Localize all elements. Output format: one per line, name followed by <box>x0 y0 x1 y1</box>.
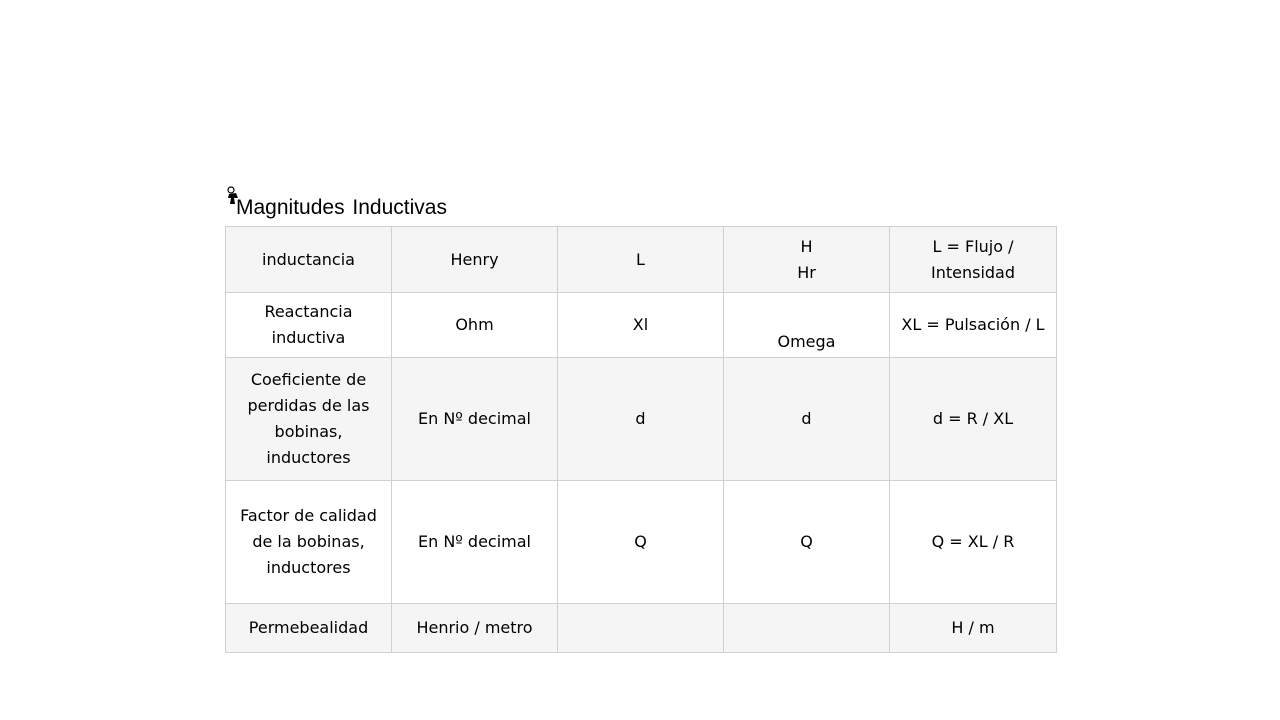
symbol-cell <box>558 604 724 653</box>
formula-cell: XL = Pulsación / L <box>890 293 1057 358</box>
unit-symbol-cell: Q <box>724 481 890 604</box>
symbol-cell: d <box>558 358 724 481</box>
magnitude-cell: Coeficiente de perdidas de las bobinas, inductores <box>226 358 392 481</box>
unit-cell: En Nº decimal <box>392 358 558 481</box>
table-row <box>226 227 1057 293</box>
unit-cell: Ohm <box>392 293 558 358</box>
magnitudes-table <box>225 226 1057 653</box>
unit-cell: Henry <box>392 227 558 293</box>
unit-symbol-cell: d <box>724 358 890 481</box>
magnitude-cell: Reactancia inductiva <box>226 293 392 358</box>
symbol-cell: L <box>558 227 724 293</box>
symbol-cell: Q <box>558 481 724 604</box>
table-row <box>226 293 1057 358</box>
magnitude-cell: inductancia <box>226 227 392 293</box>
unit-cell: Henrio / metro <box>392 604 558 653</box>
unit-symbol-cell <box>724 604 890 653</box>
unit-cell: En Nº decimal <box>392 481 558 604</box>
formula-cell: Q = XL / R <box>890 481 1057 604</box>
symbol-cell: Xl <box>558 293 724 358</box>
magnitude-cell: Permebealidad <box>226 604 392 653</box>
magnitude-cell: Factor de calidad de la bobinas, inductores <box>226 481 392 604</box>
formula-cell: L = Flujo / Intensidad <box>890 227 1057 293</box>
unit-symbol-cell: Omega <box>724 293 890 358</box>
unit-symbol-cell: H Hr <box>724 227 890 293</box>
table-row <box>226 358 1057 481</box>
slide-title: Magnitudes Inductivas <box>236 196 447 219</box>
formula-cell: d = R / XL <box>890 358 1057 481</box>
formula-cell: H / m <box>890 604 1057 653</box>
table-row <box>226 604 1057 653</box>
table-row <box>226 481 1057 604</box>
